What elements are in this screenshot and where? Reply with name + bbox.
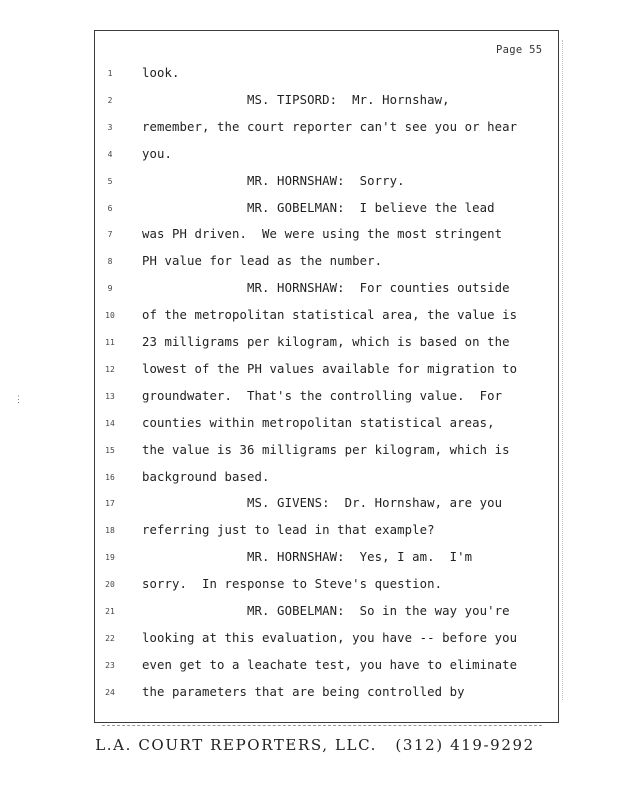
- line-number: 5: [107, 176, 113, 186]
- line-text: you.: [142, 146, 173, 161]
- line-text: MR. GOBELMAN: So in the way you're: [142, 604, 510, 618]
- transcript-line: [0, 389, 618, 407]
- transcript-line: [0, 308, 618, 326]
- line-text: the parameters that are being controlled by: [142, 684, 465, 699]
- transcript-line: [0, 66, 618, 84]
- line-number: 11: [105, 338, 115, 347]
- transcript-line: [0, 362, 618, 380]
- line-text: the value is 36 milligrams per kilogram, which is: [142, 442, 510, 457]
- scan-artifact-mark: ⋮: [14, 395, 23, 405]
- transcript-line: [0, 227, 618, 245]
- line-number: 22: [105, 633, 115, 643]
- transcript-line: [0, 254, 618, 272]
- footer-company: L.A. COURT REPORTERS, LLC.: [95, 736, 377, 754]
- transcript-line: [0, 577, 618, 595]
- footer-phone: (312) 419-9292: [395, 736, 535, 754]
- line-text: PH value for lead as the number.: [142, 254, 383, 269]
- transcript-line: [0, 281, 618, 299]
- transcript-line: [0, 201, 618, 219]
- line-text: lowest of the PH values available for migration to: [142, 361, 518, 376]
- line-number: 4: [107, 149, 113, 159]
- line-text: of the metropolitan statistical area, the value is: [142, 308, 518, 323]
- line-text: looking at this evaluation, you have -- before you: [142, 630, 518, 645]
- line-number: 21: [105, 607, 115, 616]
- line-number: 7: [107, 230, 113, 240]
- transcript-line: [0, 658, 618, 676]
- line-text: look.: [142, 66, 180, 80]
- line-number: 16: [105, 472, 115, 482]
- line-text: MS. TIPSORD: Mr. Hornshaw,: [142, 92, 450, 107]
- transcript-line: [0, 523, 618, 541]
- line-number: 6: [107, 203, 113, 213]
- line-number: 23: [105, 660, 115, 670]
- transcript-line: [0, 550, 618, 568]
- transcript-line: [0, 685, 618, 703]
- line-text: MR. HORNSHAW: For counties outside: [142, 281, 510, 296]
- page-number: Page 55: [496, 44, 543, 56]
- line-text: counties within metropolitan statistical areas,: [142, 415, 495, 430]
- line-number: 10: [105, 311, 115, 321]
- line-number: 12: [105, 364, 115, 374]
- line-text: was PH driven. We were using the most stringent: [142, 227, 503, 242]
- line-text: sorry. In response to Steve's question.: [142, 577, 443, 592]
- transcript-line: [0, 443, 618, 461]
- line-number: 9: [107, 284, 113, 294]
- scan-artifact-line: [102, 725, 542, 729]
- line-text: remember, the court reporter can't see you or hear: [142, 119, 518, 134]
- line-number: 20: [105, 580, 115, 590]
- line-number: 18: [105, 526, 115, 536]
- line-number: 8: [107, 257, 113, 267]
- line-text: MR. HORNSHAW: Yes, I am. I'm: [142, 550, 473, 565]
- line-text: groundwater. That's the controlling value. For: [142, 388, 503, 403]
- line-number: 24: [105, 687, 115, 697]
- line-text: referring just to lead in that example?: [142, 523, 435, 538]
- transcript-line: [0, 335, 618, 353]
- line-number: 3: [107, 122, 113, 132]
- transcript-line: [0, 174, 618, 192]
- line-number: 13: [105, 391, 115, 401]
- line-number: 1: [107, 69, 113, 78]
- line-text: background based.: [142, 469, 270, 484]
- transcript-line: [0, 604, 618, 622]
- line-text: MR. GOBELMAN: I believe the lead: [142, 200, 495, 215]
- line-text: MS. GIVENS: Dr. Hornshaw, are you: [142, 496, 503, 511]
- transcript-line: [0, 470, 618, 488]
- line-number: 2: [107, 95, 113, 105]
- transcript-line: [0, 147, 618, 165]
- line-text: MR. HORNSHAW: Sorry.: [142, 173, 405, 188]
- line-number: 17: [105, 499, 115, 509]
- line-text: even get to a leachate test, you have to eliminate: [142, 657, 518, 672]
- transcript-line: [0, 496, 618, 514]
- transcript-line: [0, 120, 618, 138]
- transcript-line: [0, 631, 618, 649]
- footer: [0, 736, 618, 754]
- line-number: 19: [105, 553, 115, 563]
- line-number: 15: [105, 445, 115, 455]
- transcript-line: [0, 93, 618, 111]
- line-number: 14: [105, 418, 115, 428]
- transcript-line: [0, 416, 618, 434]
- line-text: 23 milligrams per kilogram, which is based on the: [142, 335, 510, 349]
